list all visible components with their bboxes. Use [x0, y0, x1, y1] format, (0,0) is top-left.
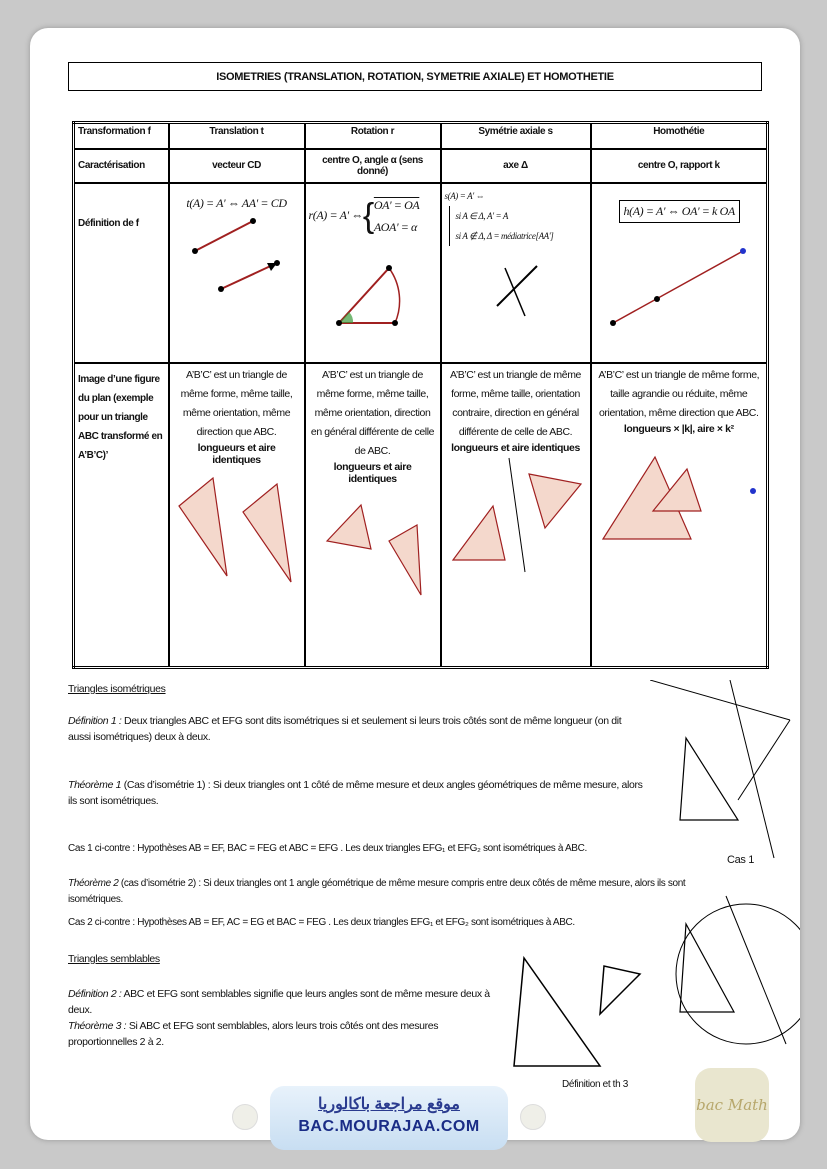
header-translation: Translation t: [169, 123, 305, 149]
symetrie-figure: [445, 246, 585, 326]
row-label-definition: Définition de f: [74, 183, 169, 363]
translation-figure: [173, 211, 297, 321]
footer-url[interactable]: BAC.MOURAJAA.COM: [298, 1118, 480, 1135]
footer-arabic[interactable]: موقع مراجعة باكالوريا: [318, 1096, 460, 1113]
cas1-caption: Cas 1: [727, 854, 754, 866]
image-translation-identiques: longueurs et aire identiques: [197, 441, 276, 466]
def-homothetie: h(A) = A' ⇔ OA' = k OA: [619, 200, 740, 223]
symetrie-triangles: [445, 454, 587, 574]
image-symetrie-text: A’B’C’ est un triangle de même forme, même taille, orientation contraire, direction en général différente de celle de ABC.: [450, 368, 581, 438]
cas1-figure: [650, 680, 800, 860]
page-title: ISOMETRIES (TRANSLATION, ROTATION, SYMETRIE AXIALE) ET HOMOTHETIE: [68, 62, 762, 91]
homothetie-figure: [595, 223, 755, 333]
row-label-image: Image d’une figure du plan (exemple pour un triangle ABC transformé en A’B’C)’: [74, 363, 169, 668]
def-rotation-left: r(A) = A' ⇔: [308, 208, 363, 222]
carac-symetrie: axe Δ: [441, 149, 591, 183]
homothetie-triangles: [595, 435, 763, 547]
definition-2: Définition 2 : ABC et EFG sont semblables signifie que leurs angles sont de même mesure deux à deux.: [68, 988, 490, 1016]
image-homothetie-cell: [591, 363, 768, 668]
transformations-table: [72, 121, 769, 669]
section-sem-title: Triangles semblables: [68, 953, 160, 965]
bac-math-logo: bac Math: [695, 1068, 769, 1142]
def-symetrie-0: s(A) = A' ⇔: [444, 190, 485, 201]
footer-banner[interactable]: [270, 1086, 508, 1150]
rotation-figure: [309, 238, 435, 338]
theoreme-1: Théorème 1 (Cas d’isométrie 1) : Si deux triangles ont 1 côté de même mesure et deux angles géométriques de même mesure, alors ils sont isométriques.: [68, 779, 643, 807]
right-mini-logo: [520, 1104, 546, 1130]
carac-homothetie: centre O, rapport k: [591, 149, 768, 183]
header-rotation: Rotation r: [305, 123, 441, 149]
cas-2: Cas 2 ci-contre : Hypothèses AB = EF, AC = EG et BAC = FEG . Les deux triangles EFG₁ et EFG₂ sont isométriques à ABC.: [68, 917, 575, 928]
row-label-caracterisation: Caractérisation: [74, 149, 169, 183]
definition-1: Définition 1 : Deux triangles ABC et EFG sont dits isométriques si et seulement si leurs trois côtés sont de même longueur (on dit aussi isométriques) deux à deux.: [68, 715, 622, 743]
header-transformation: Transformation f: [74, 123, 169, 149]
carac-translation: vecteur CD: [169, 149, 305, 183]
carac-rotation: centre O, angle α (sens donné): [305, 149, 441, 183]
image-homothetie-mesures: longueurs × |k|, aire × k²: [623, 422, 734, 435]
semblables-figure: [500, 940, 660, 1080]
image-symetrie-identiques: longueurs et aire identiques: [451, 441, 580, 454]
image-homothetie-text: A’B’C’ est un triangle de même forme, taille agrandie ou réduite, même orientation, même direction que ABC.: [598, 368, 760, 419]
def-rotation-1: OA' = OA: [373, 197, 420, 212]
defth3-caption: Définition et th 3: [562, 1079, 628, 1090]
theoreme-2: Théorème 2 (cas d’isométrie 2) : Si deux triangles ont 1 angle géométrique de même mesure compris entre deux côtés de même mesure, alors ils sont isométriques.: [68, 878, 686, 905]
translation-triangles: [173, 466, 301, 586]
image-rotation-identiques: longueurs et aire identiques: [333, 460, 412, 485]
image-rotation-cell: [305, 363, 441, 668]
def-rotation-cell: r(A) = A' ⇔ { OA' = OA AOA' = α: [305, 183, 441, 363]
header-symetrie: Symétrie axiale s: [441, 123, 591, 149]
rotation-triangles: [309, 485, 437, 605]
def-homothetie-cell: [591, 183, 768, 363]
def-symetrie-cell: [441, 183, 591, 363]
def-translation: t(A) = A' ⇔ AA' = CD: [186, 195, 287, 210]
section-iso-title: Triangles isométriques: [68, 683, 166, 695]
image-symetrie-cell: [441, 363, 591, 668]
image-translation-text: A’B’C’ est un triangle de même forme, même taille, même orientation, même direction que ABC.: [180, 368, 293, 438]
image-translation-cell: [169, 363, 305, 668]
header-homothetie: Homothétie: [591, 123, 768, 149]
def-symetrie-1: si A ∈ Δ, A' = A: [455, 210, 508, 221]
left-mini-logo: [232, 1104, 258, 1130]
image-rotation-text: A’B’C’ est un triangle de même forme, même taille, même orientation, direction en général différente de celle de ABC.: [310, 368, 435, 457]
theoreme-3: Théorème 3 : Si ABC et EFG sont semblables, alors leurs trois côtés ont des mesures proportionnelles 2 à 2.: [68, 1020, 439, 1048]
def-rotation-2: AOA' = α: [373, 219, 417, 234]
cas-1: Cas 1 ci-contre : Hypothèses AB = EF, BAC = FEG et ABC = EFG . Les deux triangles EFG₁ et EFG₂ sont isométriques à ABC.: [68, 843, 587, 854]
def-translation-cell: [169, 183, 305, 363]
def-symetrie-2: si A ∉ Δ, Δ = médiatrice[AA']: [455, 230, 554, 241]
cas2-figure: [666, 884, 800, 1054]
